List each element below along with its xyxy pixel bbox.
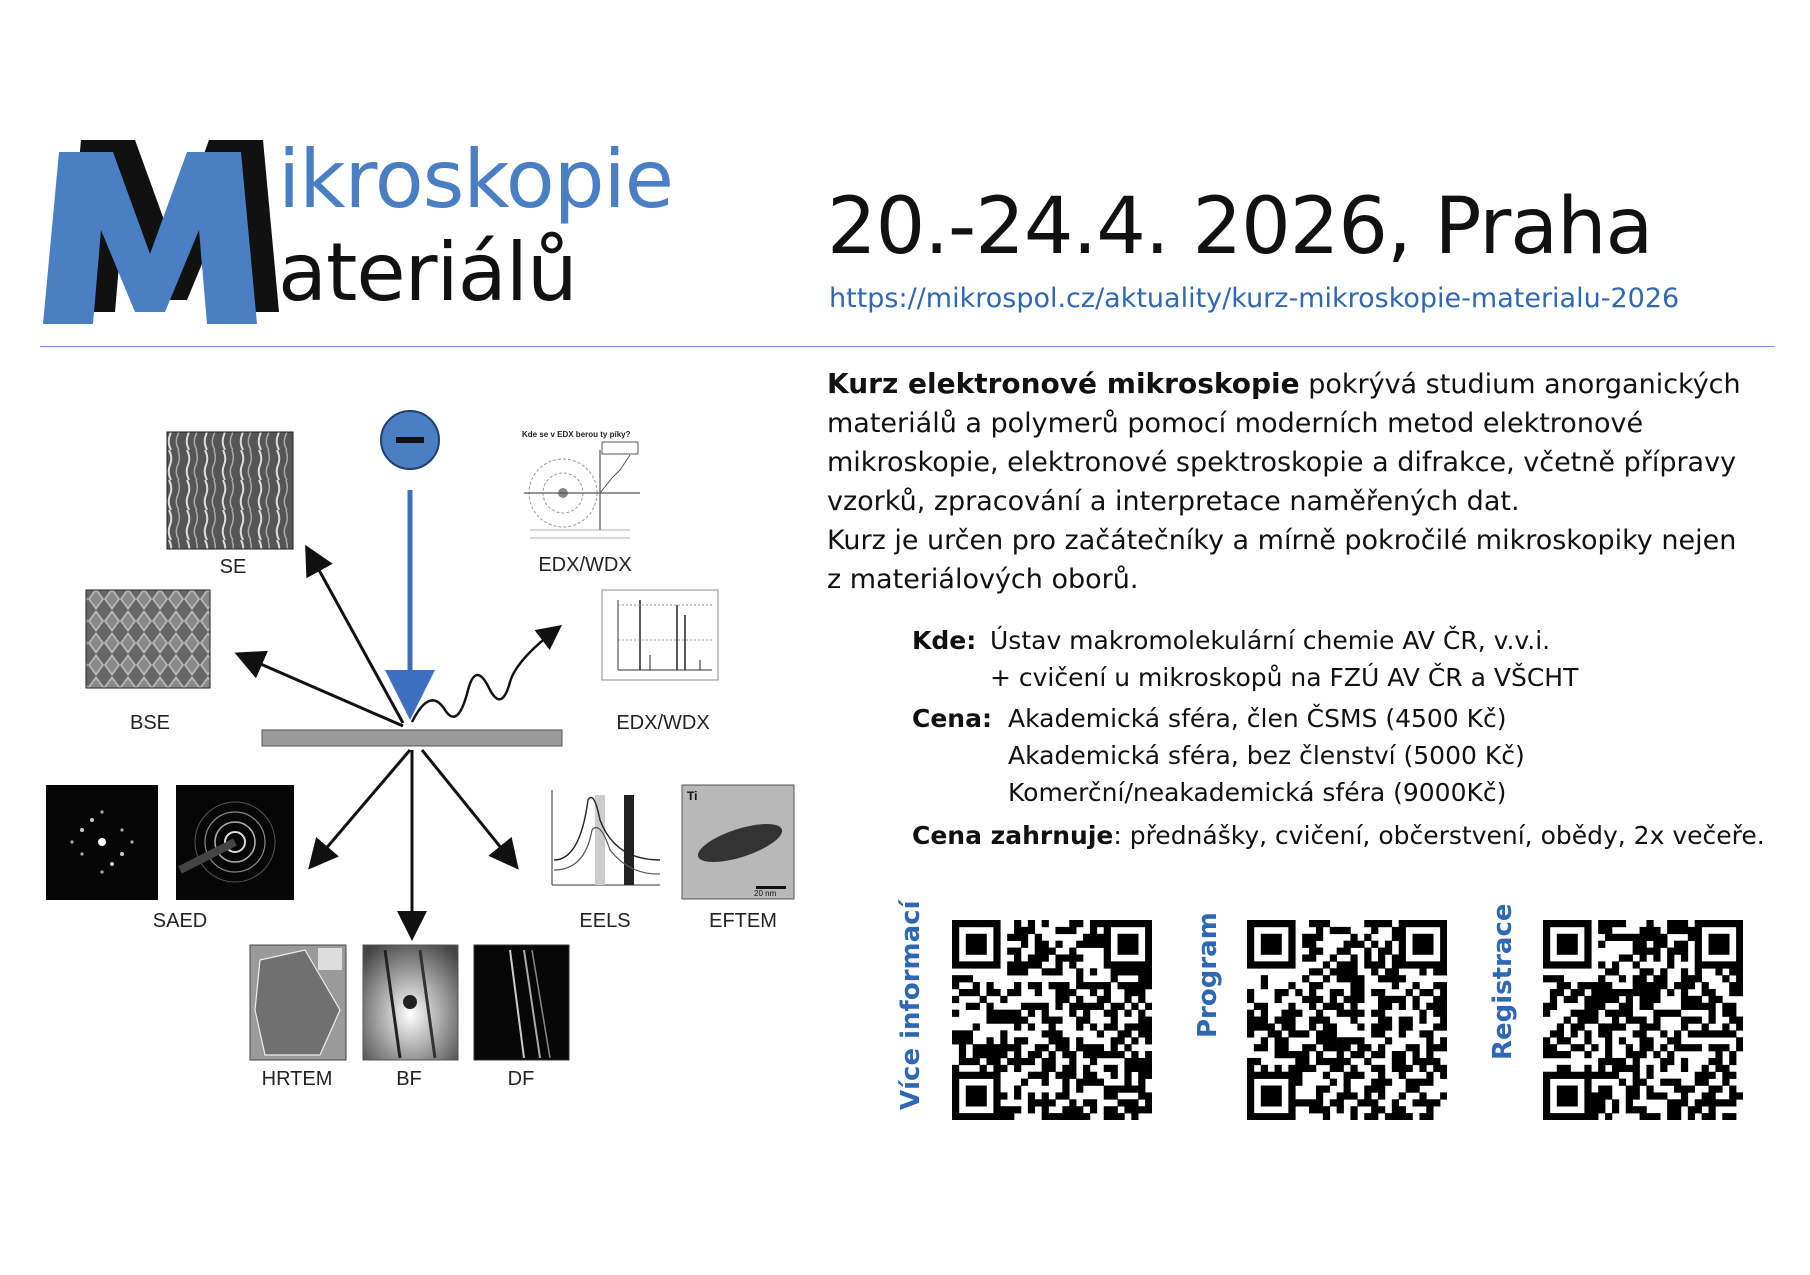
eels-image bbox=[540, 783, 662, 899]
description-lead: Kurz elektronové mikroskopie bbox=[827, 367, 1300, 400]
bf-image bbox=[363, 945, 458, 1060]
price-value-3: Komerční/neakademická sféra (9000Kč) bbox=[1008, 778, 1507, 807]
hrtem-image bbox=[250, 945, 346, 1060]
description-line-5: Kurz je určen pro začátečníky a mírně pokročilé mikroskopiky nejen bbox=[827, 525, 1737, 556]
specimen-plate bbox=[262, 730, 562, 746]
label-saed: SAED bbox=[152, 910, 208, 932]
edx-atom-inset bbox=[522, 430, 640, 538]
df-image bbox=[474, 945, 569, 1060]
divider bbox=[40, 346, 1775, 347]
price-label: Cena: bbox=[912, 704, 992, 733]
microscopy-diagram bbox=[40, 390, 820, 1110]
xray-wave-arrow bbox=[412, 628, 558, 722]
electron-icon bbox=[381, 411, 439, 469]
where-row-2 bbox=[912, 659, 1765, 696]
bse-arrow bbox=[240, 655, 403, 726]
price-row bbox=[912, 700, 1765, 737]
eftem-scale: 20 nm bbox=[754, 889, 777, 898]
includes-value: : přednášky, cvičení, občerstvení, obědy, 2x večeře. bbox=[1113, 821, 1765, 850]
course-info bbox=[912, 622, 1765, 854]
se-arrow bbox=[308, 550, 403, 723]
logo-line2: ateriálů bbox=[278, 226, 577, 319]
eftem-tag: Ti bbox=[687, 789, 698, 803]
where-value-1: Ústav makromolekulární chemie AV ČR, v.v.i. bbox=[990, 626, 1551, 655]
diagram-graphics bbox=[40, 390, 820, 1110]
price-row-3 bbox=[912, 774, 1765, 811]
label-bf: BF bbox=[396, 1068, 422, 1090]
description-line-1 bbox=[827, 364, 1797, 404]
logo-m-letter bbox=[35, 128, 285, 328]
description-line-4: vzorků, zpracování a interpretace naměřených dat. bbox=[827, 486, 1520, 517]
course-description bbox=[827, 364, 1797, 599]
qr-code-info[interactable] bbox=[952, 920, 1152, 1120]
price-value-1: Akademická sféra, člen ČSMS (4500 Kč) bbox=[1008, 704, 1507, 733]
where-value-2: + cvičení u mikroskopů na FZÚ AV ČR a VŠCHT bbox=[990, 663, 1579, 692]
label-df: DF bbox=[507, 1068, 535, 1090]
description-line-6: z materiálových oborů. bbox=[827, 564, 1139, 595]
eftem-image bbox=[682, 785, 794, 899]
logo-line1: ikroskopie bbox=[278, 133, 673, 226]
saed-arrow bbox=[312, 750, 410, 865]
label-edx-mid: EDX/WDX bbox=[616, 712, 710, 734]
label-bse: BSE bbox=[129, 712, 171, 734]
edx-inset-title: Kde se v EDX berou ty píky? bbox=[522, 430, 631, 439]
qr-code-program[interactable] bbox=[1247, 920, 1447, 1120]
label-hrtem: HRTEM bbox=[261, 1068, 333, 1090]
event-url-link[interactable]: https://mikrospol.cz/aktuality/kurz-mikroskopie-materialu-2026 bbox=[829, 283, 1680, 314]
description-line-3: mikroskopie, elektronové spektroskopie a difrakce, včetně přípravy bbox=[827, 447, 1737, 478]
description-line-2: materiálů a polymerů pomocí moderních metod elektronové bbox=[827, 408, 1644, 439]
description-line1-rest: pokrývá studium anorganických bbox=[1299, 369, 1741, 400]
label-se: SE bbox=[219, 556, 247, 578]
bse-image bbox=[86, 590, 210, 688]
includes-label: Cena zahrnuje bbox=[912, 821, 1114, 850]
price-row-2 bbox=[912, 737, 1765, 774]
label-eels: EELS bbox=[579, 910, 631, 932]
qr-label-registration: Registrace bbox=[1488, 903, 1518, 1060]
qr-code-registration[interactable] bbox=[1543, 920, 1743, 1120]
label-edx-top: EDX/WDX bbox=[538, 554, 632, 576]
se-image bbox=[167, 432, 293, 549]
price-value-2: Akademická sféra, bez členství (5000 Kč) bbox=[1008, 741, 1525, 770]
event-date-place: 20.-24.4. 2026, Praha bbox=[827, 182, 1653, 272]
qr-label-info: Více informací bbox=[896, 900, 926, 1110]
where-label: Kde: bbox=[912, 626, 977, 655]
label-eftem: EFTEM bbox=[709, 910, 777, 932]
where-row bbox=[912, 622, 1765, 659]
edx-spectrum-inset bbox=[602, 590, 718, 680]
qr-label-program: Program bbox=[1193, 912, 1223, 1038]
saed-images bbox=[46, 785, 294, 900]
includes-row bbox=[912, 817, 1765, 854]
logo bbox=[35, 128, 715, 328]
eels-arrow bbox=[422, 750, 515, 865]
